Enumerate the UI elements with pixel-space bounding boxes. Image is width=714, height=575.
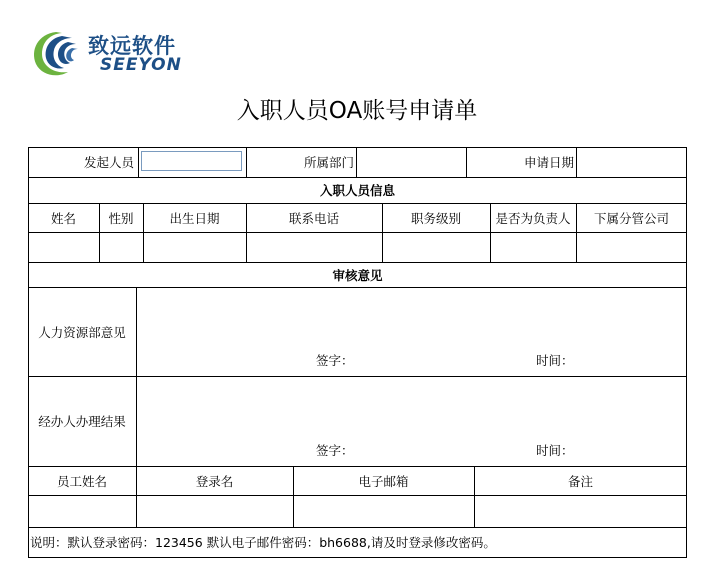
seeyon-swirl-icon [28, 28, 84, 80]
header-birth-date: 出生日期 [169, 210, 220, 226]
is-manager-field[interactable] [490, 232, 576, 262]
section-review-opinion: 审核意见 [332, 267, 383, 283]
hr-sign-label: 签字： [316, 353, 354, 368]
handler-time-label: 时间： [536, 443, 574, 458]
handler-result-field[interactable] [137, 376, 687, 436]
department-label: 所属部门 [303, 155, 354, 170]
apply-date-field[interactable] [577, 147, 687, 177]
password-note: 说明：默认登录密码：123456 默认电子邮件密码：bh6688,请及时登录修改密码。 [30, 535, 496, 550]
remark-field[interactable] [474, 495, 687, 527]
section-new-staff-info: 入职人员信息 [319, 183, 395, 198]
header-gender: 性别 [108, 210, 134, 226]
employee-name-field[interactable] [28, 495, 136, 527]
logo-en-text: SEEYON [100, 55, 182, 75]
hr-opinion-label: 人力资源部意见 [38, 324, 126, 340]
department-field[interactable] [357, 147, 466, 177]
header-email: 电子邮箱 [358, 473, 409, 489]
header-name: 姓名 [50, 210, 76, 226]
handler-result-label: 经办人办理结果 [38, 414, 126, 429]
phone-field[interactable] [246, 232, 382, 262]
seeyon-logo [28, 28, 198, 80]
job-level-field[interactable] [382, 232, 490, 262]
logo-cn-text: 致远软件 [88, 34, 176, 58]
header-subsidiary: 下属分管公司 [593, 210, 669, 226]
subsidiary-field[interactable] [576, 232, 687, 262]
login-name-field[interactable] [136, 495, 293, 527]
hr-time-label: 时间： [536, 353, 574, 368]
email-field[interactable] [293, 495, 474, 527]
header-login-name: 登录名 [195, 473, 234, 489]
hr-opinion-field[interactable] [137, 287, 687, 347]
header-employee-name: 员工姓名 [56, 473, 107, 489]
header-is-manager: 是否为负责人 [495, 210, 571, 226]
header-phone: 联系电话 [288, 210, 339, 226]
handler-sign-label: 签字： [316, 443, 354, 458]
header-remark: 备注 [567, 473, 593, 489]
header-job-level: 职务级别 [410, 210, 461, 226]
gender-field[interactable] [99, 232, 143, 262]
birth-date-field[interactable] [143, 232, 246, 262]
apply-date-label: 申请日期 [523, 155, 574, 170]
application-form-table [28, 147, 687, 558]
initiator-input[interactable] [141, 151, 242, 171]
initiator-label: 发起人员 [83, 155, 134, 170]
name-field[interactable] [28, 232, 99, 262]
form-title: 入职人员OA账号申请单 [236, 98, 478, 124]
